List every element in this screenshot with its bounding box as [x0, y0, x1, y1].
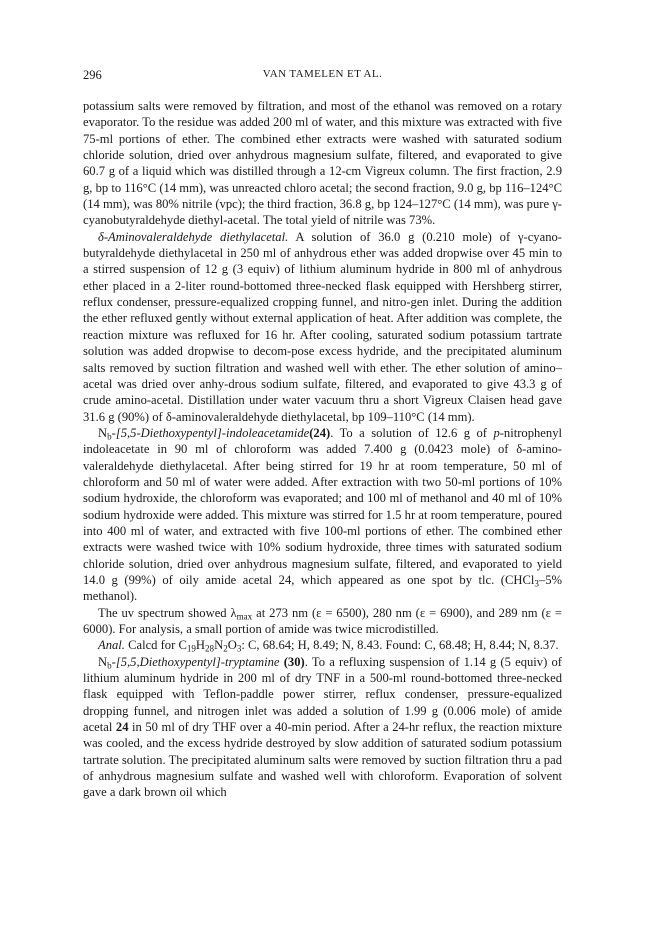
- compound-number: (30): [279, 654, 305, 669]
- paragraph-uv-spectrum: The uv spectrum showed $\lambda_{max}$ at 273 nm (ε = 6500), 280 nm (ε = 6900), and 289 nm (ε = 6000). For analysis, a small portion of amide was twice microdistilled.: [83, 605, 562, 636]
- body-text: [83, 98, 562, 801]
- section-title: $N_b-[5,5-Diethoxypentyl]$-indoleacetamide: [98, 425, 310, 442]
- page-header: [83, 68, 562, 88]
- section-title: $N_b-[5,5,Diethoxypentyl]$-tryptamine: [98, 654, 280, 671]
- paragraph-text: A solution of 36.0 g (0.210 mole) of γ-cyano-butyraldehyde diethylacetal in 250 ml of anhydrous ether was added dropwise over 45 min to a stirred suspension of 12 g (3 equiv) of lithium aluminum hydride in 800 ml of anhydrous ether placed in a 2-liter round-bottomed three-necked flask equipped with Hershberg stirrer, reflux condenser, pressure-equalized cropping funnel, and nitro-gen inlet. During the addition the ether refluxed gently without external application of heat. After addition was complete, the reaction mixture was refluxed for 16 hr. After cooling, saturated sodium potassium tartrate solution was added dropwise to decom-pose excess hydride, and the precipitated aluminum salts removed by suction filtration and washed well with ether. The ether solution of amino–acetal was dried over anhy-drous sodium sulfate, filtered, and evaporated to give 43.3 g of crude amino-acetal. Distillation under water vacuum thru a short Vigreux Claisen head gave 31.6 g (90%) of δ-aminovaleraldehyde diethylacetal, bp 109–110°C (14 mm).: [83, 229, 562, 424]
- compound-number: (24): [309, 425, 331, 440]
- paragraph-aminovaleraldehyde: [83, 229, 562, 425]
- page-number: 296: [83, 68, 102, 82]
- paragraph-indoleacetamide: $N_b-[5,5-Diethoxypentyl]-indoleacetamide(24)$. To a solution of 12.6 g of p-nitrophenyl indoleacetate in 90 ml of chloroform was added 7.400 g (0.0423 mole) of δ-amino-valeraldehyde diethylacetal. After being stirred for 19 hr at room temperature, 50 ml of chloroform and 50 ml of water were added. After extraction with two 50-ml portions of 10% sodium hydroxide, the chloroform was evaporated; and 100 ml of methanol and 40 ml of 10% sodium hydroxide were added. This mixture was stirred for 1.5 hr at room temperature, poured into 400 ml of water, and extracted with five 100-ml portions of ether. The combined ether extracts were washed twice with 10% sodium hydroxide, three times with saturated sodium chloride solution, dried over anhydrous magnesium sulfate, filtered, and evaporated to yield 14.0 g (99%) of oily amide acetal 24, which appeared as one spot by tlc. (CHCl$_3$–5% methanol).: [83, 425, 562, 604]
- paragraph-tryptamine: $N_b-[5,5,Diethoxypentyl]$-tryptamine (30). To a refluxing suspension of 1.14 g (5 equiv) of lithium aluminum hydride in 200 ml of dry TNF in a 500-ml round-bottomed three-necked flask equipped with Teflon-paddle power stirrer, reflux condenser, pressure-equalized dropping funnel, and nitrogen inlet was added a solution of 1.99 g (0.006 mole) of amide acetal 24 in 50 ml of dry THF over a 40-min period. After a 24-hr reflux, the reaction mixture was cooled, and the excess hydride destroyed by slow addition of saturated sodium potassium tartrate solution. The precipitated aluminum salts were removed by suction filtration thru a pad of anhydrous magnesium sulfate and washed well with chloroform. Evaporation of solvent gave a dark brown oil which: [83, 654, 562, 800]
- running-head: VAN TAMELEN ET AL.: [262, 68, 383, 80]
- paragraph-text: potassium salts were removed by filtration, and most of the ethanol was removed on a rotary evaporator. To the residue was added 200 ml of water, and this mixture was extracted with five 75-ml portions of ether. The combined ether extracts were washed with saturated sodium chloride solution, dried over anhydrous magnesium sulfate, filtered, and evaporated to give 60.7 g of a liquid which was distilled through a 12-cm Vigreux column. The first fraction, 2.9 g, bp to 116°C (14 mm), was unreacted chloro acetal; the second fraction, 9.0 g, bp 116–124°C (14 mm), was 80% nitrile (vpc); the third fraction, 36.8 g, bp 124–127°C (14 mm), was pure γ-cyanobutyraldehyde diethyl-acetal. The total yield of nitrile was 73%.: [83, 99, 562, 228]
- paragraph-workup: [83, 98, 562, 229]
- section-title: δ-Aminovaleraldehyde diethylacetal.: [98, 229, 289, 244]
- paragraph-analysis: Anal. Calcd for $C_{19}H_{28}N_2O_3$: C, 68.64; H, 8.49; N, 8.43. Found: C, 68.48; H, 8.44; N, 8.37.: [98, 638, 559, 655]
